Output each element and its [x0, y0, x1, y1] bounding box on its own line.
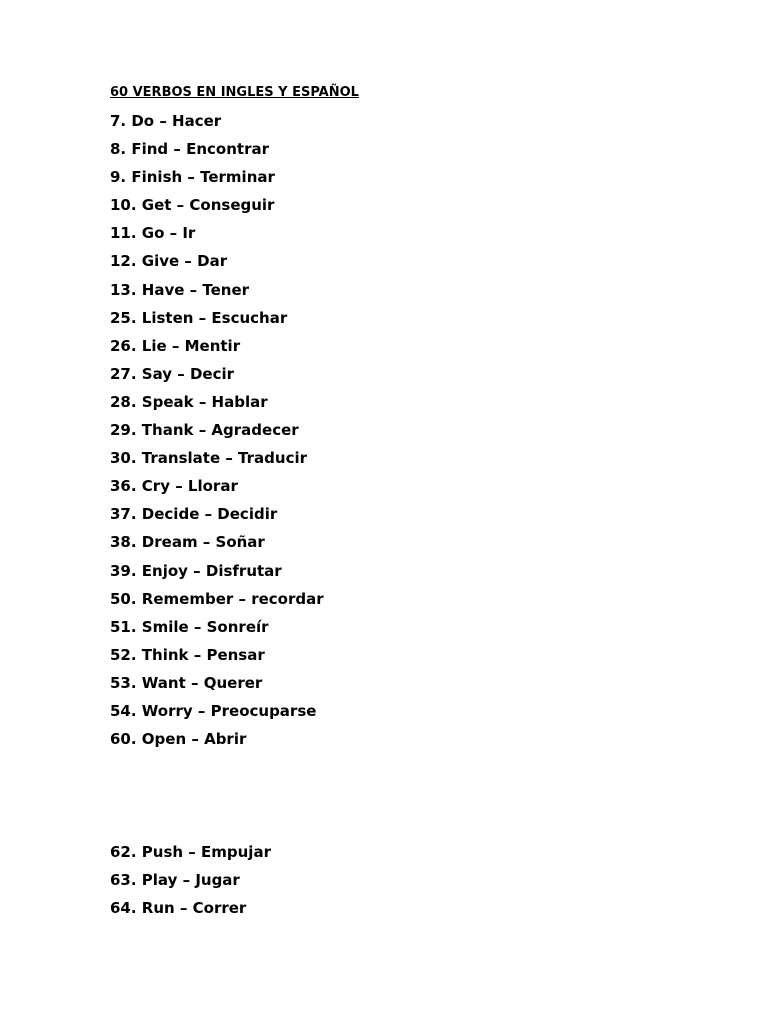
list-item: 12. Give – Dar — [110, 252, 228, 271]
list-item: 26. Lie – Mentir — [110, 336, 241, 355]
list-item: 37. Decide – Decidir — [110, 505, 278, 524]
list-item: 25. Listen – Escuchar — [110, 308, 288, 327]
list-item: 10. Get – Conseguir — [110, 196, 275, 215]
list-item: 11. Go – Ir — [110, 224, 196, 243]
list-item: 62. Push – Empujar — [110, 843, 271, 861]
list-item: 36. Cry – Llorar — [110, 477, 238, 496]
list-item: 28. Speak – Hablar — [110, 392, 268, 411]
list-item: 53. Want – Querer — [110, 673, 263, 692]
list-item: 9. Finish – Terminar — [110, 168, 275, 187]
list-item: 54. Worry – Preocuparse — [110, 701, 317, 720]
list-item: 63. Play – Jugar — [110, 871, 240, 890]
document-title: 60 VERBOS EN INGLES Y ESPAÑOL — [110, 85, 359, 100]
list-item: 50. Remember – recordar — [110, 589, 324, 608]
list-item: 64. Run – Correr — [110, 899, 247, 918]
list-item: 38. Dream – Soñar — [110, 533, 265, 552]
list-item: 13. Have – Tener — [110, 280, 250, 299]
list-item: 7. Do – Hacer — [110, 112, 222, 130]
list-item: 27. Say – Decir — [110, 364, 235, 383]
list-item: 52. Think – Pensar — [110, 645, 265, 664]
list-item: 30. Translate – Traducir — [110, 449, 308, 468]
verb-list-first — [110, 109, 324, 755]
list-item: 29. Thank – Agradecer — [110, 421, 299, 440]
list-item: 39. Enjoy – Disfrutar — [110, 561, 282, 580]
verb-list-second — [110, 840, 271, 924]
list-item: 8. Find – Encontrar — [110, 140, 269, 159]
list-item: 51. Smile – Sonreír — [110, 617, 269, 636]
list-item: 60. Open – Abrir — [110, 730, 247, 749]
